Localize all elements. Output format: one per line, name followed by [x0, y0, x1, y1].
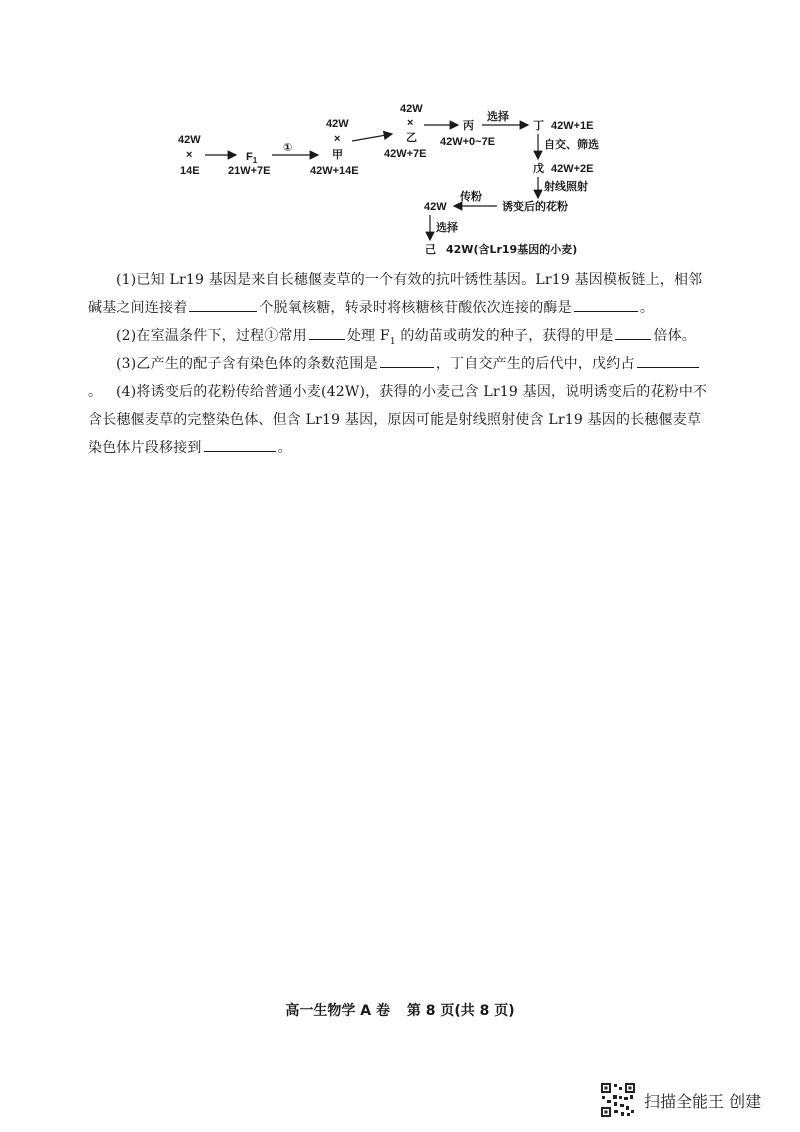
q2-text-d: 倍体。: [653, 328, 697, 344]
ding-label: 丁: [533, 119, 544, 132]
q3-blank-2[interactable]: [637, 351, 699, 368]
jia-label: 甲: [332, 148, 343, 161]
q1-blank-2[interactable]: [574, 295, 638, 312]
q2-blank-2[interactable]: [615, 323, 651, 340]
f1-label: $F_1$: [246, 151, 258, 165]
select-1-label: 选择: [487, 110, 509, 123]
scanner-watermark: [600, 1082, 761, 1118]
q3-blank-1[interactable]: [380, 351, 434, 368]
p1-cross: ×: [186, 149, 193, 161]
arrow-jia-to-yi: [352, 134, 392, 141]
qr-code-icon: [600, 1082, 636, 1118]
breeding-diagram-svg: [0, 0, 800, 270]
jia-cross: ×: [334, 133, 341, 145]
jia-genome: 42W+14E: [310, 165, 359, 177]
bing-label: 丙: [463, 119, 474, 132]
q1-text-c: 。: [639, 300, 655, 316]
pollination-label: 传粉: [460, 190, 482, 203]
q1-blank-1[interactable]: [189, 295, 257, 312]
yi-label: 乙: [406, 131, 417, 144]
q2-blank-1[interactable]: [309, 323, 345, 340]
f1-genome: 21W+7E: [228, 165, 271, 177]
jia-top-label: 42W: [326, 118, 349, 130]
select-2-label: 选择: [436, 221, 458, 234]
wu-label: 戊: [533, 162, 544, 175]
q4-text-b: 。: [277, 440, 292, 456]
q3-text-a: (3)乙产生的配子含有染色体的条数范围是: [116, 356, 378, 372]
q2-text-a: (2)在室温条件下，过程①常用: [116, 328, 307, 344]
q4-blank-1[interactable]: [204, 435, 276, 452]
yi-cross: ×: [407, 117, 414, 129]
footer-title: 高一生物学 A 卷: [285, 1003, 390, 1019]
q3-text-c: 。: [88, 384, 103, 400]
mutant-pollen-label: 诱变后的花粉: [502, 200, 568, 213]
p1-bottom-label: 14E: [180, 165, 200, 177]
wu-genome: 42W+2E: [551, 163, 594, 175]
q1-text-a: (1)已知 Lr19 基因是来自长穗偃麦草的一个有效的抗叶锈性基因。Lr19 基因模板链上，相邻碱基之间连接着: [88, 272, 703, 316]
q2-text-b: 处理 F: [346, 328, 390, 344]
w42-label: 42W: [424, 201, 447, 213]
p1-top-label: 42W: [178, 134, 201, 146]
radiation-label: 射线照射: [544, 180, 588, 193]
q3-text-b: ，丁自交产生的后代中，戊约占: [435, 356, 635, 372]
q4-text-a: (4)将诱变后的花粉传给普通小麦(42W)，获得的小麦己含 Lr19 基因，说明诱变后的花粉中不含长穗偃麦草的完整染色体、但含 Lr19 基因，原因可能是射线照射使含 Lr19 基因的长穗偃麦草染色体片段移接到: [88, 384, 708, 456]
page-footer: [0, 1000, 800, 1020]
yi-top-label: 42W: [400, 103, 423, 115]
ji-genome: 42W(含Lr19基因的小麦): [446, 243, 578, 256]
footer-page-number: 第 8 页(共 8 页): [406, 1003, 515, 1019]
question-4: [88, 378, 708, 462]
q2-text-c: 的幼苗或萌发的种子，获得的甲是: [395, 328, 614, 344]
question-1: [88, 266, 708, 322]
q2-subscript: 1: [389, 336, 396, 347]
breeding-diagram: [0, 0, 800, 270]
ding-genome: 42W+1E: [551, 120, 594, 132]
bing-genome: 42W+0~7E: [440, 136, 496, 148]
ji-label: 己: [425, 243, 436, 256]
q1-text-b: 个脱氧核糖，转录时将核糖核苷酸依次连接的酶是: [259, 300, 572, 316]
watermark-text: 扫描全能王 创建: [644, 1091, 762, 1111]
process-1-marker: ①: [283, 142, 293, 154]
selfing-label: 自交、筛选: [544, 138, 599, 151]
yi-genome: 42W+7E: [384, 148, 427, 160]
